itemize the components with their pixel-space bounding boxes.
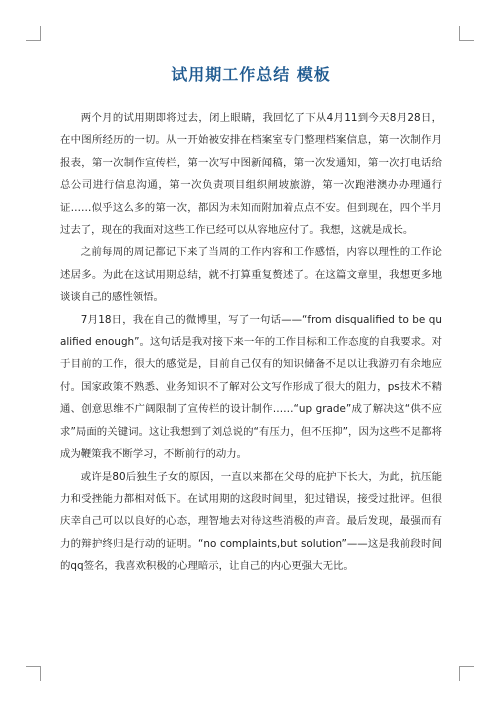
paragraph-2: 之前每周的周记都记下来了当周的工作内容和工作感悟，内容以理性的工作论述居多。为此在这试用期总结，就不打算重复赘述了。在这篇文章里，我想更多地谈谈自己的感性领悟。	[60, 246, 442, 304]
document-body	[60, 62, 442, 578]
paragraph-1: 两个月的试用期即将过去，闭上眼睛，我回忆了下从4月11到今天8月28日，在中图所经历的一切。从一开始被安排在档案室专门整理档案信息，第一次制作月报表，第一次制作宣传栏，第一次写中图新闻稿，第一次发通知，第一次打电话给总公司进行信息沟通，第一次负责项目组织闸坡旅游，第一次跑港澳办办理通行证……似乎这么多的第一次，都因为未知而附加着点点不安。但到现在，四个半月过去了，现在的我面对这些工作已经可以从容地应付了。我想，这就是成长。	[60, 112, 442, 237]
document-title: 试用期工作总结 模板	[171, 65, 331, 84]
crop-mark-top-right	[459, 26, 474, 41]
paragraph-3: 7月18日，我在自己的微博里，写了一句话——“from disqualified to be qualified enough”。这句话是我对接下来一年的工作目标和工作态度的自我要求。对于目前的工作，很大的感觉是，目前自己仅有的知识储备不足以让我游刃有余地应付。国家政策不熟悉、业务知识不了解对公文写作形成了很大的阻力，ps技术不精通、创意思维不广阔限制了宣传栏的设计制作……“up grade”成了解决这“供不应求”局面的关键词。这让我想到了刘总说的“有压力，但不压抑”，因为这些不足都将成为鞭策我不断学习，不断前行的动力。	[60, 313, 442, 461]
paragraph-4: 或许是80后独生子女的原因，一直以来都在父母的庇护下长大，为此，抗压能力和受挫能力都相对低下。在试用期的这段时间里，犯过错误，接受过批评。但很庆幸自己可以以良好的心态，理智地去对待这些消极的声音。最后发现，最强而有力的辩护终归是行动的证明。“no complaints,but solution”——这是我前段时间的qq签名，我喜欢积极的心理暗示，让自己的内心更强大无比。	[60, 470, 442, 573]
crop-mark-top-left	[26, 26, 41, 41]
crop-mark-bottom-left	[26, 666, 41, 681]
crop-mark-bottom-right	[459, 666, 474, 681]
